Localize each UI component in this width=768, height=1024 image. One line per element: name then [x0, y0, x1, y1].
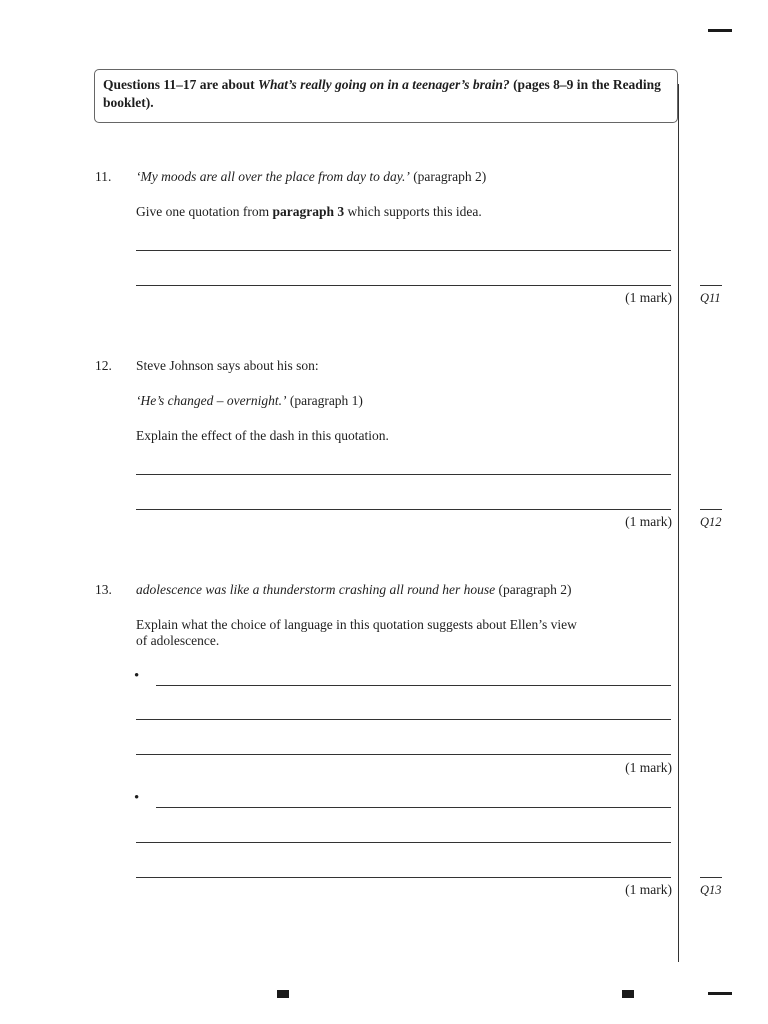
q13-tag: Q13 — [700, 883, 722, 897]
q12-number: 12. — [95, 358, 112, 373]
q12-tag-line — [700, 509, 722, 510]
q11-quote: ‘My moods are all over the place from day to day.’ — [136, 169, 410, 184]
q11-tag-line — [700, 285, 722, 286]
q11-ref: (paragraph 2) — [409, 169, 487, 184]
q13-answer-line-2[interactable] — [136, 719, 671, 720]
q11-mark: (1 mark) — [625, 290, 672, 305]
intro-article-title: What’s really going on in a teenager’s brain? — [258, 77, 510, 92]
q13-bullet-1-line[interactable] — [156, 685, 671, 686]
q13-instr-line-1: Explain what the choice of language in this quotation suggests about Ellen’s view — [136, 617, 577, 632]
q11-number: 11. — [95, 169, 112, 184]
intro-text-a: Questions 11–17 are about — [103, 77, 259, 92]
q13-answer-line-5[interactable] — [136, 842, 671, 843]
q13-quote: adolescence was like a thunderstorm crashing all round her house — [136, 582, 496, 597]
q12-lead: Steve Johnson says about his son: — [136, 358, 319, 373]
registration-mark-bottom-center — [622, 990, 634, 998]
q11-answer-line-2[interactable] — [136, 285, 671, 286]
q13-number: 13. — [95, 582, 112, 597]
margin-divider — [678, 84, 679, 962]
q12-prompt — [136, 393, 363, 409]
q13-mark-2: (1 mark) — [625, 882, 672, 897]
q12-tag: Q12 — [700, 515, 722, 529]
q11-tag: Q11 — [700, 291, 721, 305]
q13-instruction — [136, 617, 577, 649]
q11-instr-a: Give one quotation from — [136, 204, 273, 219]
q12-ref: (paragraph 1) — [286, 393, 363, 408]
q13-prompt — [136, 582, 572, 598]
registration-mark-top-right — [708, 29, 732, 32]
q12-answer-line-2[interactable] — [136, 509, 671, 510]
q13-mark-1: (1 mark) — [625, 760, 672, 775]
q11-instr-b: which supports this idea. — [344, 204, 482, 219]
registration-mark-bottom-right — [708, 992, 732, 995]
q13-bullet-2: • — [134, 790, 140, 806]
q13-bullet-1: • — [134, 668, 140, 684]
intro-box — [94, 69, 678, 123]
q13-tag-line — [700, 877, 722, 878]
q13-bullet-2-line[interactable] — [156, 807, 671, 808]
q13-instr-line-2: of adolescence. — [136, 633, 220, 648]
q11-answer-line-1[interactable] — [136, 250, 671, 251]
q13-answer-line-3[interactable] — [136, 754, 671, 755]
q11-instruction — [136, 204, 482, 220]
q11-prompt — [136, 169, 486, 185]
q11-instr-bold: paragraph 3 — [272, 204, 345, 219]
q12-quote: ‘He’s changed – overnight.’ — [136, 393, 287, 408]
registration-mark-bottom-left — [277, 990, 289, 998]
q12-mark: (1 mark) — [625, 514, 672, 529]
q12-answer-line-1[interactable] — [136, 474, 671, 475]
intro-text-b: (pages 8–9 in the Reading booklet). — [103, 77, 661, 110]
q13-answer-line-6[interactable] — [136, 877, 671, 878]
q12-instruction: Explain the effect of the dash in this quotation. — [136, 428, 389, 443]
q13-ref: (paragraph 2) — [495, 582, 572, 597]
